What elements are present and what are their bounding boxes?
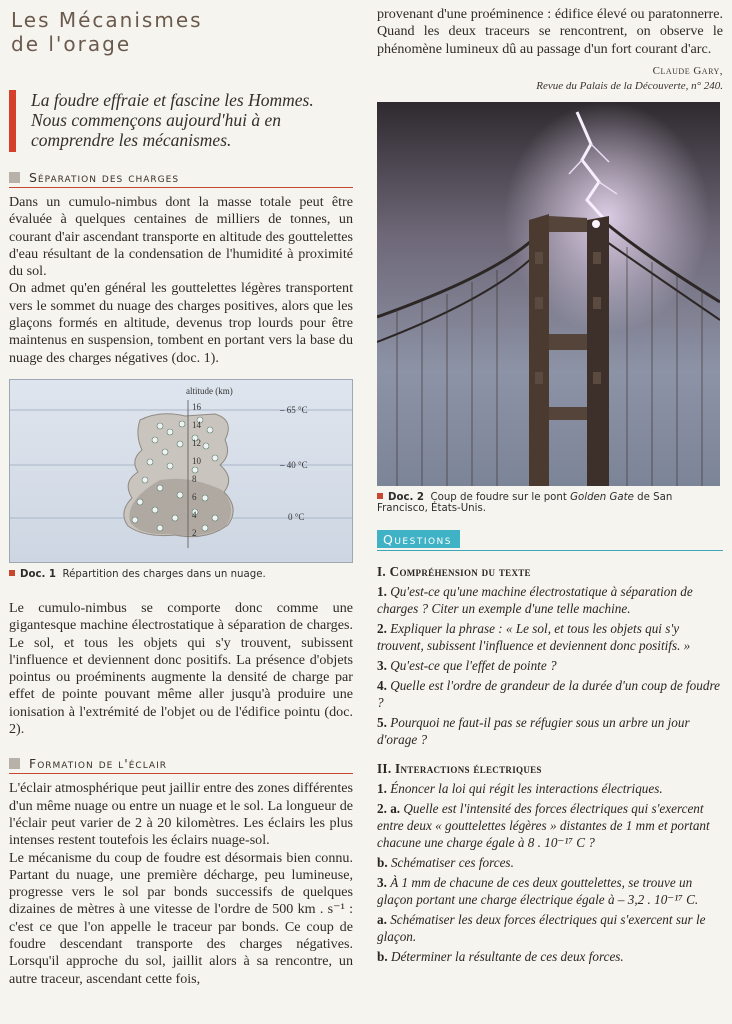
left-column	[9, 6, 353, 988]
caption-label: Doc. 2	[388, 491, 424, 503]
questions-part-1	[377, 563, 723, 748]
title-line-2: de l'orage	[11, 32, 132, 56]
questions-part-2	[377, 760, 723, 965]
right-top-text	[377, 6, 723, 58]
section-heading-separation	[9, 170, 353, 188]
caption-label: Doc. 1	[20, 568, 56, 580]
paragraph: On admet qu'en général les gouttelettes légères transportent vers le sommet du nuage des charges positives, alors que les glaçons formés en altitude, devenus trop lourds pour être maintenus en suspension, tombent en portant vers la base du nuage des charges négatives (doc. 1).	[9, 280, 353, 366]
author-name: Claude Gary,	[652, 64, 723, 77]
question-item: 4. Quelle est l'ordre de grandeur de la durée d'un coup de foudre ?	[377, 677, 720, 710]
doc2-caption	[377, 492, 723, 514]
caption-bullet-icon	[9, 570, 15, 576]
paragraph: Dans un cumulo-nimbus dont la masse totale peut être évaluée à quelques centaines de milliers de tonnes, un courant d'air ascendant transporte en altitude des gouttelettes d'eau résultant de la condensation de l'humidité à proximité du sol.	[9, 194, 353, 280]
tick-label: 8	[192, 473, 197, 484]
doc1-caption	[9, 569, 353, 580]
tick-label: 4	[192, 509, 197, 520]
axis-label: altitude (km)	[186, 385, 233, 396]
golden-gate-lightning-image	[377, 102, 720, 486]
section-title: Formation de l'éclair	[29, 756, 167, 772]
square-bullet-icon	[9, 172, 20, 183]
caption-text: Répartition des charges dans un nuage.	[62, 568, 266, 580]
tick-label: 16	[192, 401, 201, 412]
tick-label: 2	[192, 527, 197, 538]
intro-accent-bar	[9, 90, 16, 152]
paragraph: provenant d'une proéminence : édifice élevé ou paratonnerre. Quand les deux traceurs se rencontrent, on observe le phénomène lumineux dû au passage d'un fort courant d'arc.	[377, 6, 723, 57]
tick-label: 10	[192, 455, 201, 466]
caption-emphasis: Golden Gate	[570, 491, 634, 503]
caption-text: Coup de foudre sur le pont	[430, 491, 571, 503]
question-item: b. Schématiser ces forces.	[377, 854, 514, 870]
question-item: 1. Qu'est-ce qu'une machine électrostatique à séparation de charges ? Citer un exemple d'une telle machine.	[377, 583, 693, 616]
question-item: 1. Énoncer la loi qui régit les interactions électriques.	[377, 780, 663, 796]
section1-continued	[9, 600, 353, 738]
questions-heading	[377, 530, 723, 551]
question-item: 3. À 1 mm de chacune de ces deux gouttelettes, se trouve un glaçon portant une charge électrique égale à – 3,2 . 10⁻¹⁷ C.	[377, 874, 699, 907]
paragraph: Le cumulo-nimbus se comporte donc comme une gigantesque machine électrostatique à séparation de charges. Le sol, et tous les objets qui s'y trouvent, subissent l'influence et deviennent donc positifs. La présence d'objets pointus ou proéminents augmente la densité de charge par effet de pointe pouvant même aller jusqu'à produire une ionisation à l'extrémité de l'objet ou de l'édifice pointu (doc. 2).	[9, 599, 353, 738]
temperature-label: – 65 °C	[280, 404, 308, 415]
section-heading-formation	[9, 756, 353, 774]
part-title: I. Compréhension du texte	[377, 563, 531, 579]
section1-body	[9, 194, 353, 367]
intro-text: La foudre effraie et fascine les Hommes. Nous commençons aujourd'hui à en comprendre les mécanismes.	[31, 90, 314, 150]
right-column	[377, 6, 723, 968]
page-title	[11, 8, 353, 56]
part-title: II. Interactions électriques	[377, 760, 542, 776]
section-title: Séparation des charges	[29, 170, 180, 185]
title-line-1: Les Mécanismes	[11, 8, 203, 32]
cloud-charge-figure	[10, 380, 352, 562]
question-item: a. Schématiser les deux forces électriques qui s'exercent sur le glaçon.	[377, 911, 706, 944]
attribution	[377, 64, 723, 94]
paragraph: Le mécanisme du coup de foudre est désormais bien connu. Partant du nuage, une première décharge, peu lumineuse, progresse vers le sol par bonds successifs de quelques dizaines de mètres à une vitesse de l'ordre de 500 km . s⁻¹ : c'est ce que l'on appelle le traceur par bonds. Ce coup de foudre descendant transporte des charges négatives. Lorsqu'il approche du sol, jaillit alors à sa rencontre, un autre traceur, ascendant cette fois,	[9, 849, 353, 987]
temperature-label: 0 °C	[288, 511, 305, 522]
question-item: 3. Qu'est-ce que l'effet de pointe ?	[377, 657, 557, 673]
caption-text: de San Francisco, États-Unis.	[377, 491, 673, 514]
paragraph: L'éclair atmosphérique peut jaillir entre des zones différentes d'un même nuage ou entre un nuage et le sol. La longueur de l'éclair peut varier de 2 à 20 kilomètres. Les éclairs les plus intenses restent toutefois les éclairs nuage-sol.	[9, 780, 353, 849]
tick-label: 6	[192, 491, 197, 502]
question-item: 5. Pourquoi ne faut-il pas se réfugier sous un arbre un jour d'orage ?	[377, 714, 690, 747]
doc1-cloud-diagram	[9, 379, 353, 563]
question-item: 2. a. Quelle est l'intensité des forces électriques qui s'exercent entre deux « gouttelettes légères » distantes de 1 mm et portant chacune une charge égale à 8 . 10⁻¹⁷ C ?	[377, 800, 710, 850]
temperature-label: – 40 °C	[280, 459, 308, 470]
caption-bullet-icon	[377, 493, 383, 499]
section2-body	[9, 780, 353, 988]
doc2-lightning-photo	[377, 102, 720, 486]
square-bullet-icon	[9, 758, 20, 769]
questions-title: Questions	[377, 530, 460, 548]
intro-block	[9, 90, 353, 150]
tick-label: 14	[192, 419, 201, 430]
tick-label: 12	[192, 437, 201, 448]
source-citation: Revue du Palais de la Découverte, n° 240.	[536, 79, 723, 92]
question-item: b. Déterminer la résultante de ces deux forces.	[377, 948, 624, 964]
question-item: 2. Expliquer la phrase : « Le sol, et tous les objets qui s'y trouvent, subissent l'influence et deviennent donc positifs. »	[377, 620, 691, 653]
